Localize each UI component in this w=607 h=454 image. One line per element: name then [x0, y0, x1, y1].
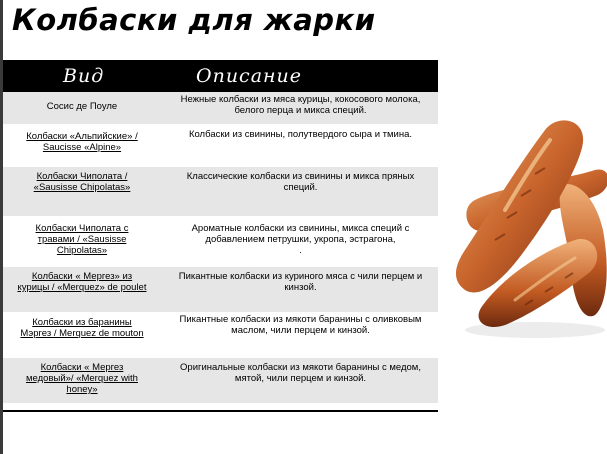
- row-description: Оригинальные колбаски из мякоти баранины с медом, мятой, чили перцем и кинзой.: [180, 362, 421, 384]
- row-name[interactable]: Колбаски Чиполата / «Sausisse Chipolatas»: [33, 171, 131, 193]
- page-title: Колбаски для жарки: [12, 3, 376, 37]
- row-description: Пикантные колбаски из куриного мяса с чили перцем и кинзой.: [178, 271, 423, 293]
- row-description: Колбаски из свинины, полутвердого сыра и тмина.: [188, 129, 413, 140]
- table-row: [3, 127, 438, 167]
- table-row: [3, 358, 438, 406]
- row-name[interactable]: Колбаски «Альпийские» / Saucisse «Alpine»: [26, 131, 138, 153]
- row-name[interactable]: Колбаски Чиполата с травами / «Sausisse Chipolatas»: [35, 223, 129, 256]
- table-row: [3, 267, 438, 315]
- table-row: [3, 219, 438, 267]
- row-name[interactable]: Колбаски из баранины Мэргез / Merquez de mouton: [20, 317, 144, 339]
- header-description: Описание: [196, 65, 303, 87]
- row-name: Сосис де Поуле: [46, 101, 118, 112]
- row-description: Пикантные колбаски из мякоти баранины с оливковым маслом, чили перцем и кинзой.: [179, 314, 422, 336]
- table-header: [3, 60, 438, 92]
- table-row: [3, 167, 438, 219]
- table-bottom-rule: [3, 410, 438, 412]
- table-row: [3, 315, 438, 358]
- row-name[interactable]: Колбаски « Мергез медовый»/ «Merquez with honey»: [26, 362, 138, 395]
- grilled-sausages-image: [445, 100, 607, 340]
- sausage-table: [3, 60, 438, 406]
- row-description: Нежные колбаски из мяса курицы, кокосового молока, белого перца и микса специй.: [180, 94, 421, 116]
- header-name: Вид: [63, 65, 105, 87]
- table-row: [3, 92, 438, 127]
- row-description: Классические колбаски из свинины и микса пряных специй.: [186, 171, 415, 193]
- row-name[interactable]: Колбаски « Мергез» из курицы / «Merquez» de poulet: [17, 271, 147, 293]
- row-description: Ароматные колбаски из свинины, микса специй с добавлением петрушки, укропа, эстрагона, .: [191, 223, 410, 256]
